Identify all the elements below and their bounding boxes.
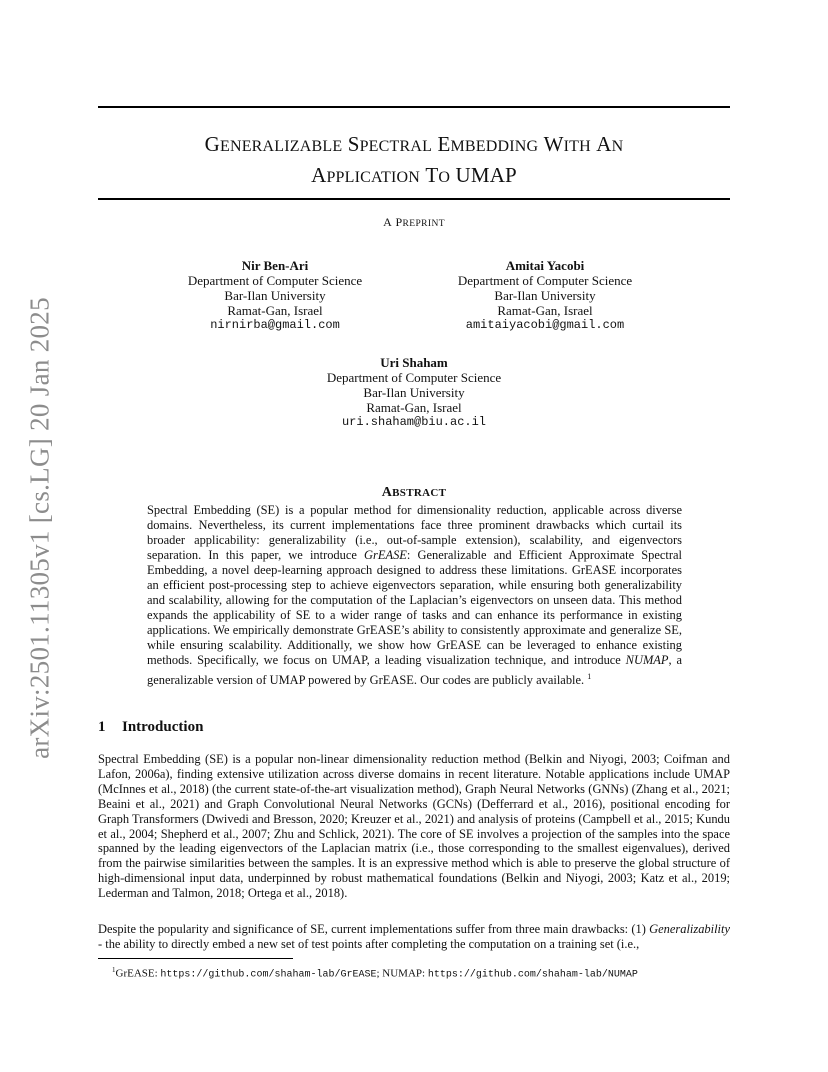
author-univ: Bar-Ilan University bbox=[494, 288, 596, 303]
preprint-label: A PREPRINT bbox=[383, 215, 445, 229]
title-line-1: GENERALIZABLE SPECTRAL EMBEDDING WITH AN bbox=[204, 132, 624, 156]
numap-link[interactable]: https://github.com/shaham-lab/NUMAP bbox=[427, 969, 638, 981]
author-city: Ramat-Gan, Israel bbox=[497, 303, 593, 318]
grease-link[interactable]: https://github.com/shaham-lab/GrEASE bbox=[160, 969, 377, 981]
footnote-separator: ; NUMAP: bbox=[376, 967, 428, 980]
footnote-grease-label: GrEASE: bbox=[115, 967, 161, 980]
abstract-emphasis-grease: GrEASE bbox=[364, 548, 407, 563]
arxiv-id: arXiv:2501.11305v1 [cs.LG] 20 Jan 2025 bbox=[24, 297, 55, 759]
title-line-2: APPLICATION TO UMAP bbox=[311, 163, 517, 187]
author-block-3 bbox=[314, 355, 514, 430]
intro-p2-emphasis: Generalizability bbox=[649, 922, 730, 936]
author-dept: Department of Computer Science bbox=[457, 273, 633, 288]
abstract-heading: ABSTRACT bbox=[381, 485, 447, 500]
author-email[interactable]: amitaiyacobi@gmail.com bbox=[465, 318, 625, 332]
author-dept: Department of Computer Science bbox=[326, 370, 502, 385]
intro-paragraph-1: Spectral Embedding (SE) is a popular non-linear dimensionality reduction method (Belkin and Niyogi, 2003; Coifman and Lafon, 2006a), finding extensive utilization across diverse domains in recent literature. Notable applications include UMAP (McInnes et al., 2018) (the current state-of-the-art visualization method), Graph Neural Networks (GNNs) (Zhang et al., 2021; Beaini et al., 2021) and Graph Convolutional Neural Networks (GCNs) (Defferrard et al., 2016), positional encoding for Graph Transformers (Dwivedi and Bresson, 2020; Kreuzer et al., 2021) and analysis of proteins (Campbell et al., 2015; Kundu et al., 2004; Shepherd et al., 2007; Zhu and Schlick, 2021). The core of SE involves a projection of the samples into the space spanned by the leading eigenvectors of the Laplacian matrix (i.e., those corresponding to the smallest eigenvalues), derived from the pairwise similarities between the samples. It is an expressive method which is able to preserve the global structure of high-dimensional input data, underpinned by robust mathematical foundations (Belkin and Niyogi, 2003; Katz et al., 2019; Lederman and Talmon, 2018; Ortega et al., 2018). bbox=[98, 752, 730, 901]
title-rule-top bbox=[98, 106, 730, 108]
intro-p2-part-1: Despite the popularity and significance of SE, current implementations suffer from three main drawbacks: (1) bbox=[98, 922, 650, 936]
author-city: Ramat-Gan, Israel bbox=[227, 303, 323, 318]
author-dept: Department of Computer Science bbox=[187, 273, 363, 288]
section-title: Introduction bbox=[122, 719, 204, 735]
author-name: Nir Ben-Ari bbox=[241, 258, 309, 273]
author-email[interactable]: uri.shaham@biu.ac.il bbox=[341, 415, 487, 429]
title-rule-bottom bbox=[98, 198, 730, 200]
paper-title bbox=[98, 130, 730, 192]
section-number: 1 bbox=[98, 719, 106, 735]
intro-p2-part-2: - the ability to directly embed a new set of test points after completing the computation on a training set (i.e., bbox=[98, 936, 640, 951]
intro-paragraph-2 bbox=[98, 922, 730, 952]
section-heading bbox=[98, 719, 203, 736]
abstract-part-3: , a generalizable version of UMAP powered by GrEASE. Our codes are publicly available. bbox=[147, 653, 682, 687]
footnote bbox=[112, 963, 638, 983]
author-email[interactable]: nirnirba@gmail.com bbox=[210, 318, 340, 332]
footnote-number: 1 bbox=[112, 966, 116, 974]
author-name: Uri Shaham bbox=[380, 355, 448, 370]
author-univ: Bar-Ilan University bbox=[363, 385, 465, 400]
abstract-part-1: Spectral Embedding (SE) is a popular method for dimensionality reduction, applicable across diverse domains. Nevertheless, its current implementations face three prominent drawbacks which curtail its broader applicability: generalizability (i.e., out-of-sample extension), scalability, and eigenvectors separation. In this paper, we introduce bbox=[147, 503, 682, 563]
footnote-rule bbox=[98, 958, 293, 959]
author-block-1 bbox=[175, 258, 375, 333]
abstract-text bbox=[147, 503, 682, 688]
author-name: Amitai Yacobi bbox=[505, 258, 585, 273]
author-city: Ramat-Gan, Israel bbox=[366, 400, 462, 415]
abstract-part-2: : Generalizable and Efficient Approximate Spectral Embedding, a novel deep-learning approach designed to address these limitations. GrEASE incorporates an efficient post-processing step to achieve eigenvectors separation, while ensuring both generalizability and scalability, allowing for the computation of the Laplacian’s eigenvectors on unseen data. This method expands the applicability of SE to a wider range of tasks and can enhance its performance in existing applications. We empirically demonstrate GrEASE’s ability to consistently approximate and generalize SE, while ensuring scalability. Additionally, we show how GrEASE can be leveraged to enhance existing methods. Specifically, we focus on UMAP, a leading visualization technique, and introduce bbox=[147, 548, 682, 668]
abstract-emphasis-numap: NUMAP bbox=[625, 653, 669, 668]
author-block-2 bbox=[445, 258, 645, 333]
footnote-marker[interactable]: 1 bbox=[587, 671, 592, 681]
author-univ: Bar-Ilan University bbox=[224, 288, 326, 303]
